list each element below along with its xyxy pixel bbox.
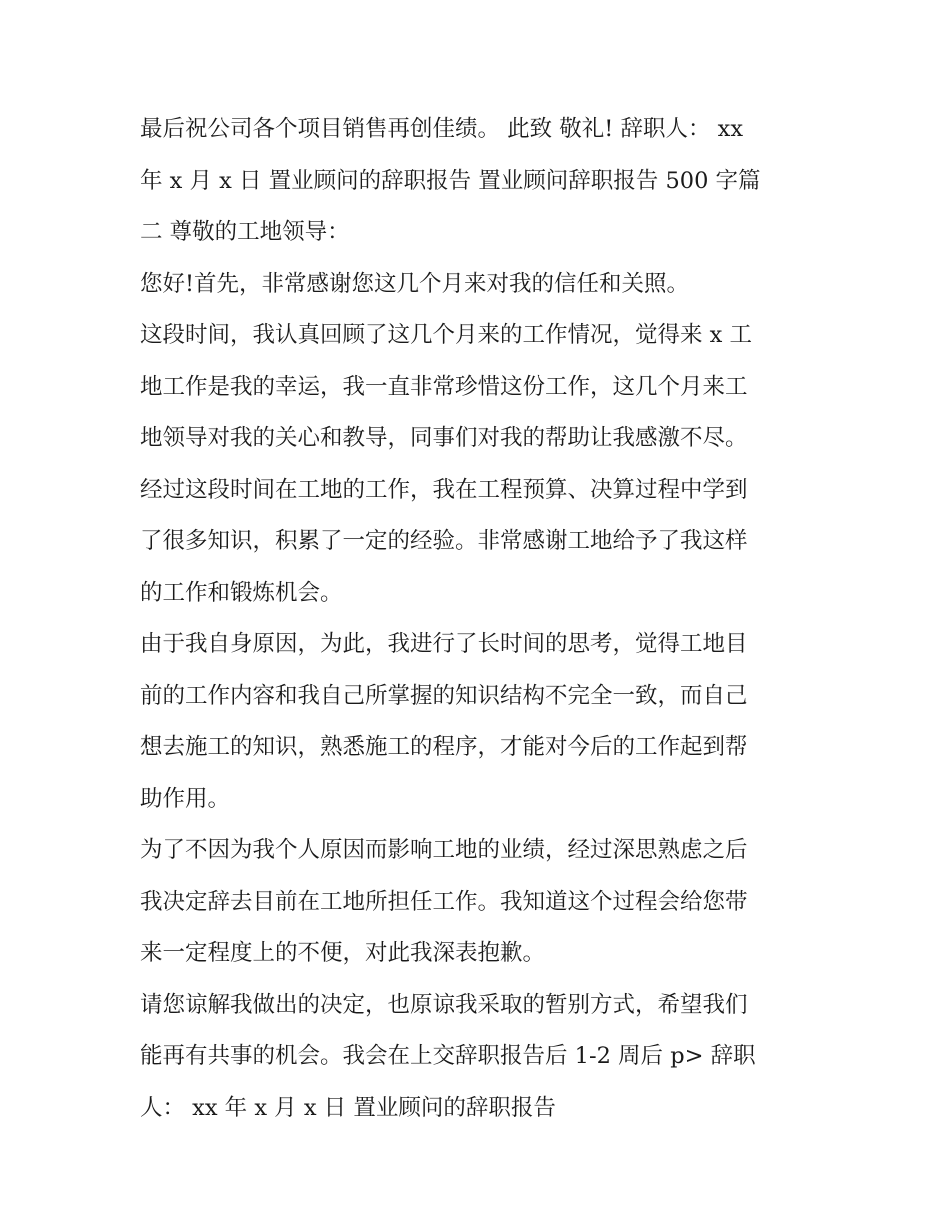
text-line: 前的工作内容和我自己所掌握的知识结构不完全一致，而自己 [140, 682, 748, 709]
text-line: 地工作是我的幸运，我一直非常珍惜这份工作，这几个月来工 [140, 373, 748, 400]
text-line: 经过这段时间在工地的工作，我在工程预算、决算过程中学到 [140, 476, 748, 503]
text-line: 为了不因为我个人原因而影响工地的业绩，经过深思熟虑之后 [140, 837, 748, 863]
text-line: 来一定程度上的不便，对此我深表抱歉。 [140, 940, 546, 966]
text-line: 助作用。 [140, 785, 231, 812]
text-line: 由于我自身原因，为此，我进行了长时间的思考，觉得工地目 [140, 631, 748, 657]
text-line: 这段时间，我认真回顾了这几个月来的工作情况，觉得来 x 工 [140, 322, 752, 348]
text-line: 最后祝公司各个项目销售再创佳绩。 此致 敬礼! 辞职人： xx [140, 116, 744, 142]
text-line: 人： xx 年 x 月 x 日 置业顾问的辞职报告 [140, 1094, 556, 1121]
document-body [140, 104, 815, 1134]
text-line: 了很多知识，积累了一定的经验。非常感谢工地给予了我这样 [140, 528, 748, 554]
text-line: 您好!首先，非常感谢您这几个月来对我的信任和关照。 [140, 270, 690, 297]
text-line: 年 x 月 x 日 置业顾问的辞职报告 置业顾问辞职报告 500 字篇 [140, 167, 761, 194]
text-line: 能再有共事的机会。我会在上交辞职报告后 1-2 周后 p> 辞职 [140, 1043, 756, 1069]
text-line: 想去施工的知识，熟悉施工的程序，才能对今后的工作起到帮 [140, 734, 748, 760]
text-line: 我决定辞去目前在工地所担任工作。我知道这个过程会给您带 [140, 888, 748, 915]
text-line: 的工作和锻炼机会。 [140, 579, 343, 606]
text-line: 地领导对我的关心和教导，同事们对我的帮助让我感激不尽。 [140, 425, 748, 451]
text-line: 二 尊敬的工地领导： [140, 219, 350, 245]
text-line: 请您谅解我做出的决定，也原谅我采取的暂别方式，希望我们 [140, 991, 748, 1018]
